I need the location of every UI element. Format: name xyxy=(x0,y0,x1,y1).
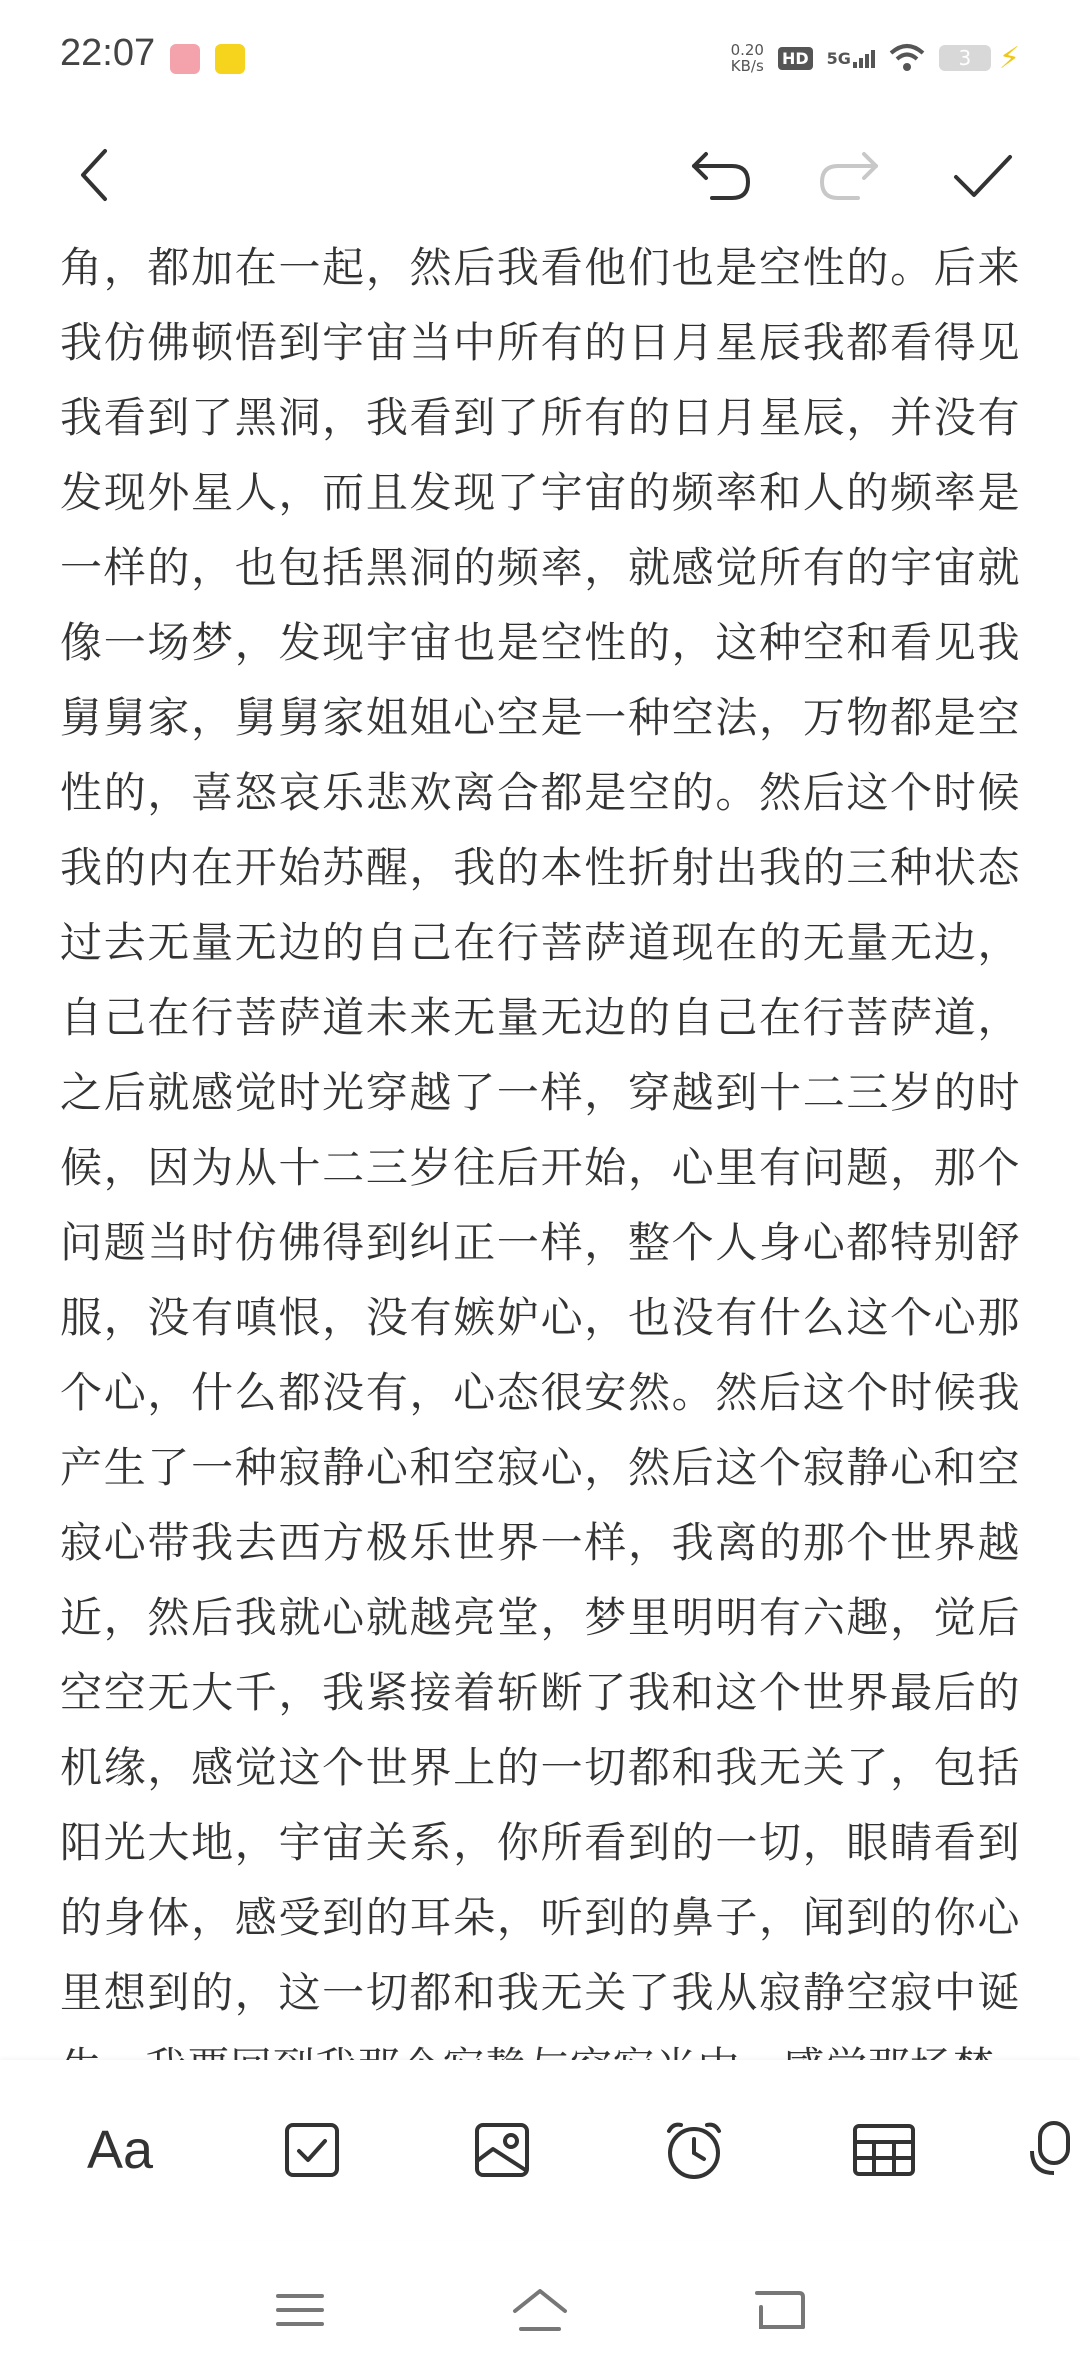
system-back-button[interactable] xyxy=(735,2270,825,2350)
checklist-icon xyxy=(283,2121,341,2179)
network-speed-unit: KB/s xyxy=(730,57,764,75)
status-time: 22:07 xyxy=(60,32,156,74)
format-tool-panel xyxy=(0,2060,1080,2240)
undo-icon xyxy=(688,148,752,202)
home-icon xyxy=(511,2287,569,2333)
charging-icon: ⚡ xyxy=(998,40,1020,76)
battery-level: 3 xyxy=(958,46,972,70)
image-icon xyxy=(473,2121,531,2179)
text-format-icon: Aa xyxy=(86,2120,154,2180)
insert-table-button[interactable] xyxy=(834,2100,934,2200)
battery-icon xyxy=(939,45,991,71)
voice-input-button[interactable] xyxy=(1030,2100,1080,2200)
text-format-button[interactable] xyxy=(70,2100,170,2200)
system-nav-bar xyxy=(0,2250,1080,2376)
app-notification-icon xyxy=(215,44,245,74)
wifi-icon xyxy=(889,43,925,73)
microphone-icon xyxy=(1030,2119,1070,2181)
redo-button[interactable] xyxy=(805,120,895,230)
hd-badge: HD xyxy=(778,47,813,70)
back-icon xyxy=(753,2287,807,2333)
cellular-signal-icon xyxy=(827,49,875,68)
home-button[interactable] xyxy=(495,2270,585,2350)
redo-icon xyxy=(818,148,882,202)
note-editor[interactable] xyxy=(60,230,1020,2060)
recent-apps-button[interactable] xyxy=(255,2270,345,2350)
checklist-button[interactable] xyxy=(262,2100,362,2200)
chevron-left-icon xyxy=(75,147,115,203)
reminder-button[interactable] xyxy=(644,2100,744,2200)
alarm-icon xyxy=(663,2119,725,2181)
editor-toolbar xyxy=(0,120,1080,230)
network-speed-value: 0.20 xyxy=(730,41,764,59)
status-indicators xyxy=(731,36,1020,80)
menu-icon xyxy=(276,2290,324,2330)
status-bar xyxy=(0,0,1080,110)
insert-image-button[interactable] xyxy=(452,2100,552,2200)
table-icon xyxy=(852,2123,916,2177)
check-icon xyxy=(952,151,1014,199)
app-notification-icon xyxy=(170,44,200,74)
note-body[interactable]: 角，都加在一起，然后我看他们也是空性的。后来我仿佛顿悟到宇宙当中所有的日月星辰我都看得见我看到了黑洞，我看到了所有的日月星辰，并没有发现外星人，而且发现了宇宙的频率和人的频率是一样的，也包括黑洞的频率，就感觉所有的宇宙就像一场梦，发现宇宙也是空性的，这种空和看见我舅舅家，舅舅家姐姐心空是一种空法，万物都是空性的，喜怒哀乐悲欢离合都是空的。然后这个时候我的内在开始苏醒，我的本性折射出我的三种状态过去无量无边的自己在行菩萨道现在的无量无边，自己在行菩萨道未来无量无边的自己在行菩萨道，之后就感觉时光穿越了一样，穿越到十二三岁的时候，因为从十二三岁往后开始，心里有问题，那个问题当时仿佛得到纠正一样，整个人身心都特别舒服，没有嗔恨，没有嫉妒心，也没有什么这个心那个心，什么都没有，心态很安然。然后这个时候我产生了一种寂静心和空寂心，然后这个寂静心和空寂心带我去西方极乐世界一样，我离的那个世界越近，然后我就心就越亮堂，梦里明明有六趣，觉后空空无大千，我紧接着斩断了我和这个世界最后的机缘，感觉这个世界上的一切都和我无关了，包括阳光大地，宇宙关系，你所看到的一切，眼睛看到的身体，感受到的耳朵，听到的鼻子，闻到的你心里想到的，这一切都和我无关了我从寂静空寂中诞 xyxy=(60,243,1020,2017)
back-button[interactable] xyxy=(50,120,140,230)
done-button[interactable] xyxy=(938,120,1028,230)
undo-button[interactable] xyxy=(675,120,765,230)
network-type-label: 5G xyxy=(826,48,851,68)
network-speed xyxy=(731,42,764,74)
